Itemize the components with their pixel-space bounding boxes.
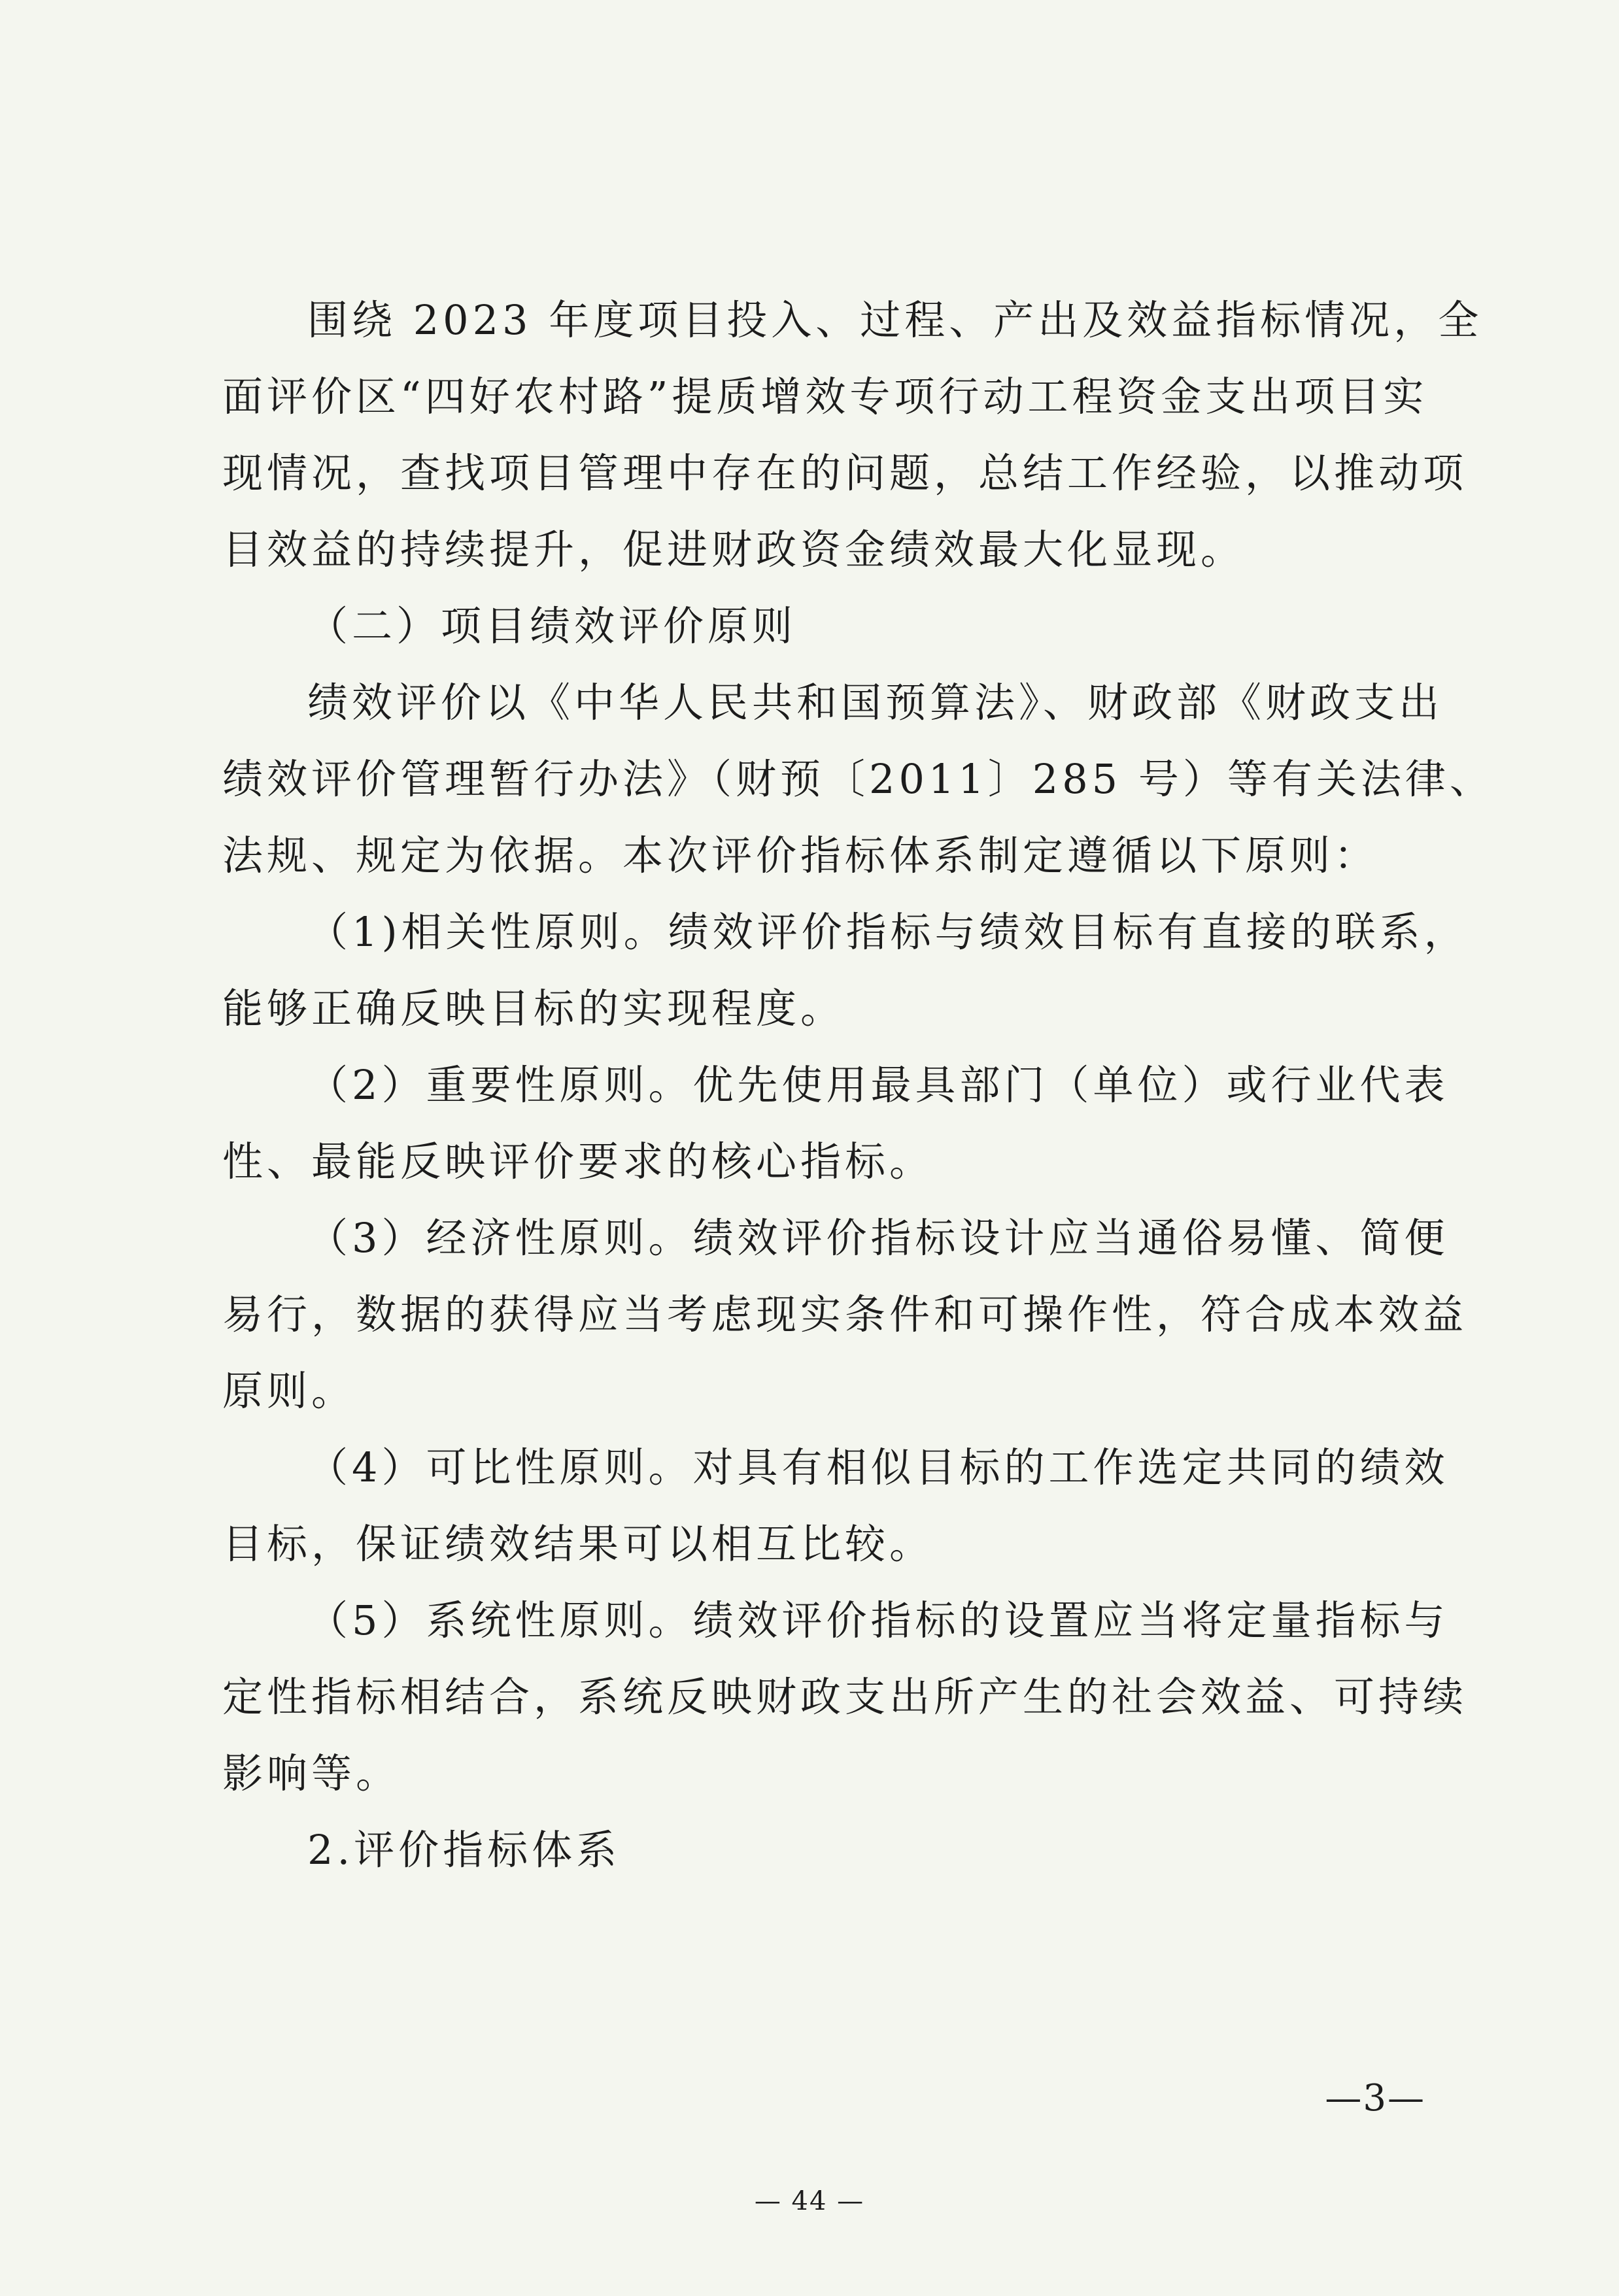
paragraph-line: 能够正确反映目标的实现程度。 [222,985,845,1032]
paragraph-line: （4）可比性原则。对具有相似目标的工作选定共同的绩效 [307,1443,1449,1491]
paragraph-line: 绩效评价管理暂行办法》（财预〔2011〕285 号）等有关法律、 [222,755,1494,803]
paragraph-line: 围绕 2023 年度项目投入、过程、产出及效益指标情况，全 [307,296,1483,344]
footer-page-number: — 44 — [754,2186,865,2216]
paragraph-line: 目标，保证绩效结果可以相互比较。 [222,1520,934,1568]
paragraph-line: 原则。 [222,1367,356,1415]
paragraph-line: （2）重要性原则。优先使用最具部门（单位）或行业代表 [307,1061,1449,1109]
paragraph-line: 易行，数据的获得应当考虑现实条件和可操作性，符合成本效益 [222,1291,1468,1338]
page-number: —3— [1325,2077,1425,2119]
paragraph-line: 影响等。 [222,1749,401,1797]
paragraph-line: 绩效评价以《中华人民共和国预算法》、财政部《财政支出 [307,679,1444,726]
paragraph-line: 性、最能反映评价要求的核心指标。 [222,1138,934,1185]
paragraph-line: 目效益的持续提升，促进财政资金绩效最大化显现。 [222,526,1246,573]
paragraph-line: 法规、规定为依据。本次评价指标体系制定遵循以下原则： [222,832,1379,879]
paragraph-line: （5）系统性原则。绩效评价指标的设置应当将定量指标与 [307,1596,1449,1644]
paragraph-line: （1)相关性原则。绩效评价指标与绩效目标有直接的联系， [307,908,1469,956]
paragraph-line: 定性指标相结合，系统反映财政支出所产生的社会效益、可持续 [222,1673,1468,1721]
paragraph-line: （3）经济性原则。绩效评价指标设计应当通俗易懂、简便 [307,1214,1449,1262]
section-heading: 2.评价指标体系 [307,1826,621,1874]
paragraph-line: 现情况，查找项目管理中存在的问题，总结工作经验，以推动项 [222,449,1468,497]
paragraph-line: 面评价区“四好农村路”提质增效专项行动工程资金支出项目实 [222,373,1428,420]
section-heading: （二）项目绩效评价原则 [307,602,797,650]
